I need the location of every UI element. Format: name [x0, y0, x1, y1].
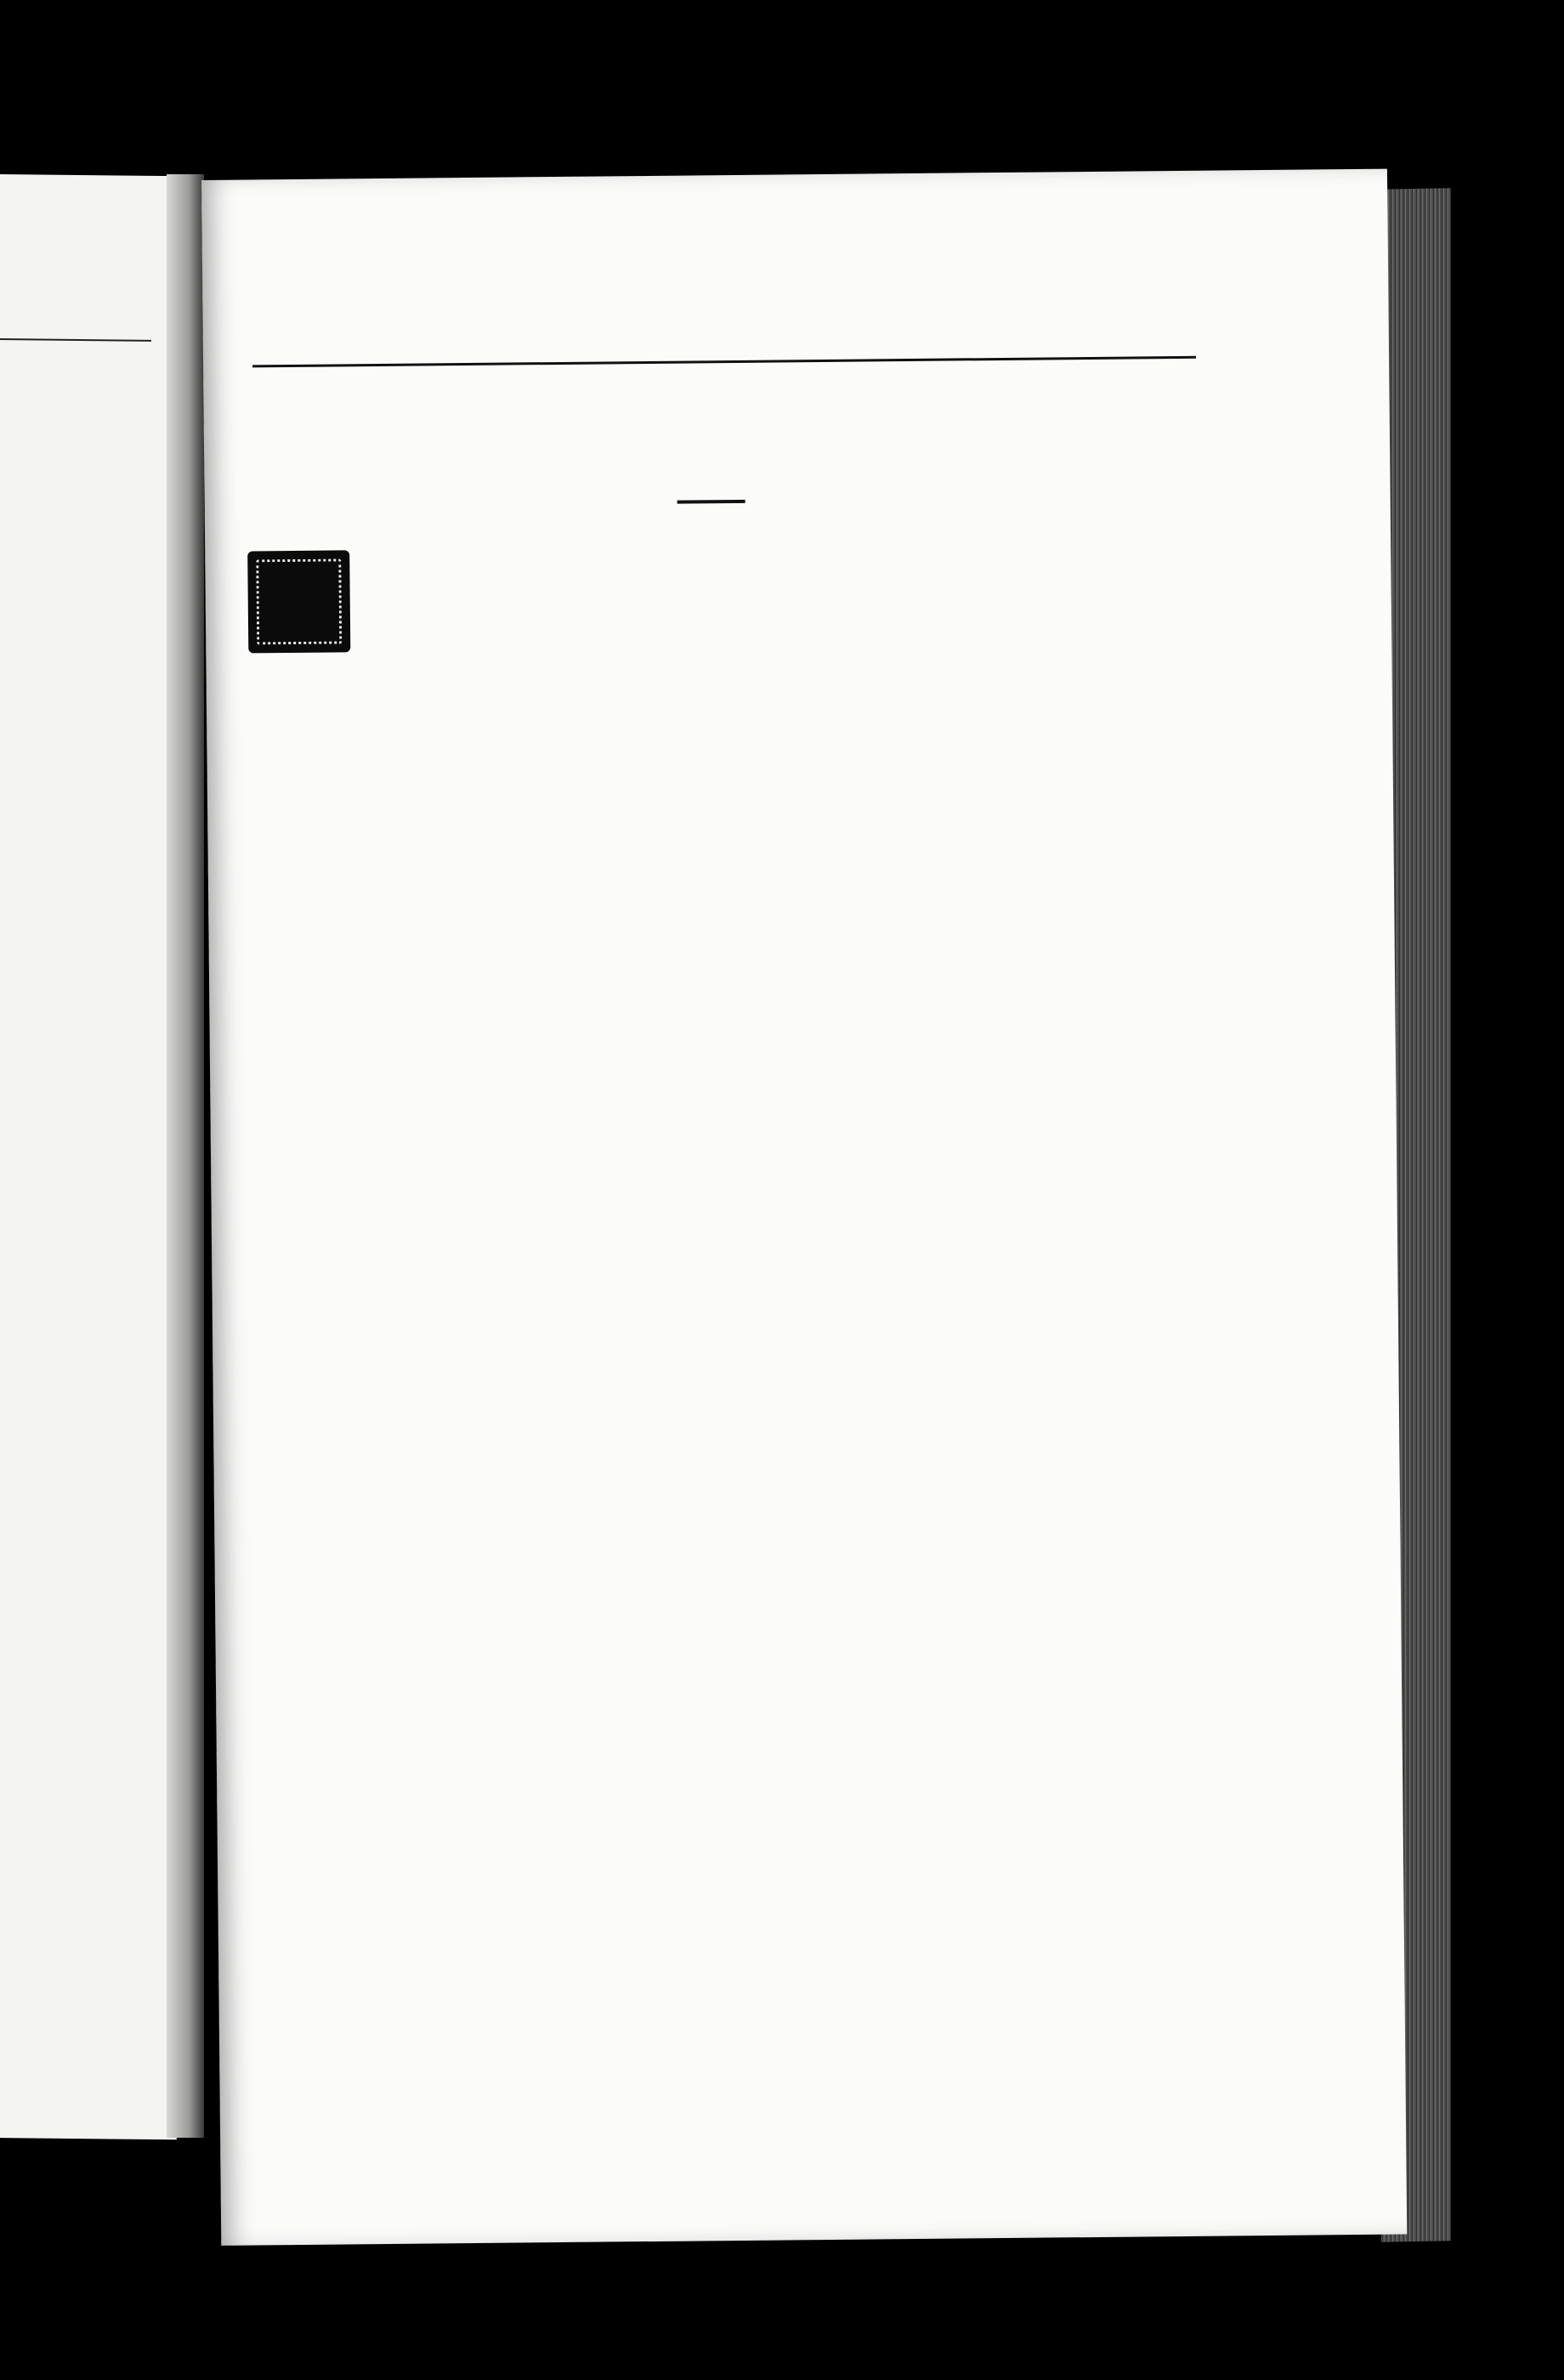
previous-page-header-rule: [0, 338, 151, 342]
book-gutter: [167, 174, 204, 2138]
article-body: [201, 169, 1407, 2246]
current-page: [201, 169, 1407, 2246]
previous-page-text: [0, 385, 153, 387]
